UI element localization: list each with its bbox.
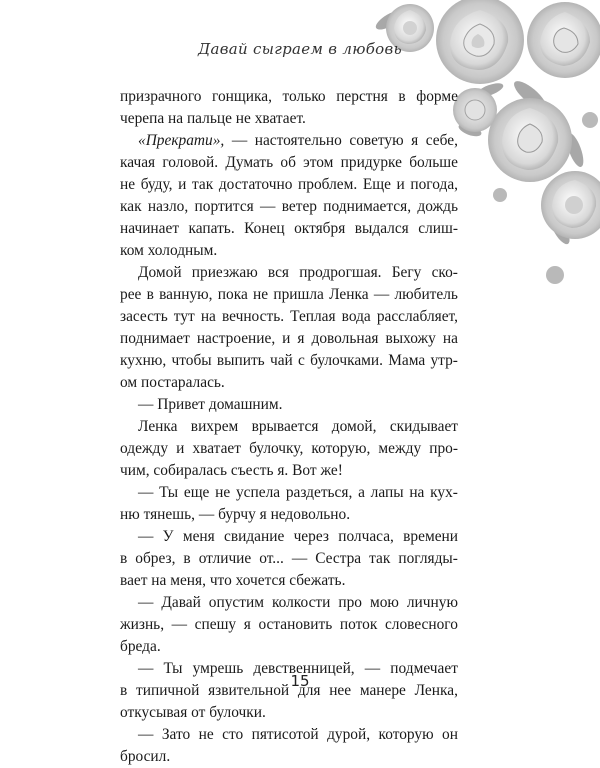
text-line: ом постаралась. [120,374,225,391]
text-line: кухню, чтобы выпить чай с булочками. Мама утр- [120,352,458,369]
text-line: вает на меня, что хочется сбежать. [120,572,346,589]
text-line: как назло, портится — ветер поднимается, дождь [120,198,458,215]
text-line: призрачного гонщика, только перстня в форме [120,88,458,105]
text-line: поднимает настроение, и я довольная выхожу на [120,330,458,347]
text-line: в обрез, в отличие от... — Сестра так погляды- [120,550,458,567]
text-line: откусывая от булочки. [120,704,266,721]
text-line: начинает капать. Конец октября выдался слиш- [120,220,458,237]
text-line: черепа на пальце не хватает. [120,110,306,127]
text-line: «Прекрати», — настоятельно советую я себе, [138,132,458,149]
text-line: не буду, и так достаточно проблем. Еще и погода, [120,176,458,193]
text-line: качая головой. Думать об этом придурке больше [120,154,458,171]
text-line: — Зато не сто пятисотой дурой, которую он [138,726,458,743]
text-line: бреда. [120,638,161,655]
text-line: — Давай опустим колкости про мою личную [138,594,458,611]
text-line: жизнь, — спешу я остановить поток словесного [120,616,458,633]
text-line: ком холодным. [120,242,218,259]
text-line: ню тянешь, — бурчу я недовольно. [120,506,351,523]
body-text [120,86,458,768]
text-line: — У меня свидание через полчаса, времени [138,528,458,545]
page-number: 15 [290,672,310,690]
text-line: рее в ванную, пока не пришла Ленка — любитель [120,286,458,303]
text-line: в типичной язвительной для нее манере Ленка, [120,682,458,699]
text-line: чим, собиралась съесть я. Вот же! [120,462,343,479]
text-line: — Ты умрешь девственницей, — подмечает [138,660,458,677]
text-line: Домой приезжаю вся продрогшая. Бегу ско- [138,264,458,281]
text-line: — Ты еще не успела раздеться, а лапы на кух- [138,484,458,501]
running-header: Давай сыграем в любовь [197,40,402,58]
text-line: засесть тут на вечность. Теплая вода расслабляет, [120,308,458,325]
text-line: одежду и хватает булочку, которую, между про- [120,440,458,457]
text-line: Ленка вихрем врывается домой, скидывает [138,418,458,435]
text-line: — Привет домашним. [138,396,283,413]
text-line: бросил. [120,748,171,765]
